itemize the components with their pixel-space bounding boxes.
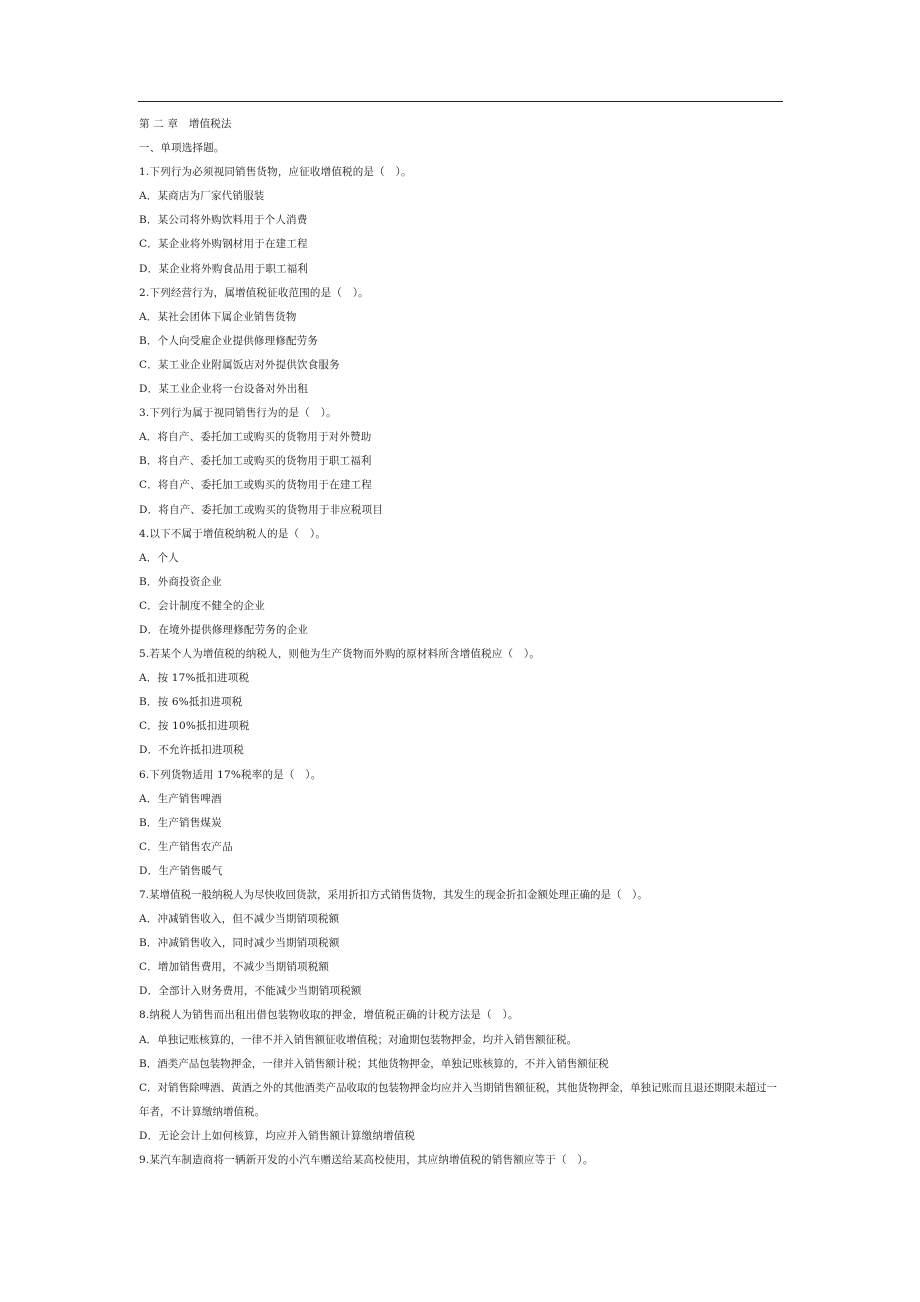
question-5-option-a: A．按 17%抵扣进项税 [139,672,250,685]
chapter-title: 第 二 章 增值税法 [139,118,232,130]
question-9-stem: 9.某汽车制造商将一辆新开发的小汽车赠送给某高校使用，其应纳增值税的销售额应等于（ ）。 [139,1154,594,1167]
question-6-stem: 6.下列货物适用 17%税率的是（ ）。 [139,768,322,781]
question-7-stem: 7.某增值税一般纳税人为尽快收回货款，采用折扣方式销售货物，其发生的现金折扣金额处理正确的是（ ）。 [139,889,648,901]
question-2-option-d: D．某工业企业将一台设备对外出租 [139,383,309,396]
document-body [139,112,787,1172]
question-7-option-c: C．增加销售费用，不减少当期销项税额 [139,961,330,974]
question-1-option-b: B．某公司将外购饮料用于个人消费 [139,214,308,227]
question-6-option-c: C．生产销售农产品 [139,840,233,853]
question-7-option-b: B．冲减销售收入，同时减少当期销项税额 [139,937,340,950]
question-3-option-d: D．将自产、委托加工或购买的货物用于非应税项目 [139,503,384,516]
header-rule [138,101,783,102]
section-title: 一、单项选择题。 [139,142,225,155]
question-8-stem: 8.纳税人为销售而出租出借包装物收取的押金，增值税正确的计税方法是（ ）。 [139,1009,519,1022]
question-6-option-d: D．生产销售暖气 [139,864,223,877]
question-8-option-b: B．酒类产品包装物押金，一律并入销售额计税；其他货物押金，单独记账核算的，不并入销售额征税 [139,1057,609,1070]
question-5-option-c: C．按 10%抵扣进项税 [139,720,250,733]
question-3-stem: 3.下列行为属于视同销售行为的是（ ）。 [139,407,337,420]
question-7-option-a: A．冲减销售收入，但不减少当期销项税额 [139,913,340,926]
question-8-option-a: A．单独记账核算的，一律不并入销售额征收增值税；对逾期包装物押金，均并入销售额征税。 [139,1033,578,1046]
question-6-option-a: A．生产销售啤酒 [139,792,222,805]
question-3-option-c: C．将自产、委托加工或购买的货物用于在建工程 [139,479,372,492]
question-5-option-d: D．不允许抵扣进项税 [139,744,244,757]
question-2-stem: 2.下列经营行为，属增值税征收范围的是（ ）。 [139,286,369,299]
question-7-option-d: D．全部计入财务费用，不能减少当期销项税额 [139,985,362,998]
question-4-option-d: D．在境外提供修理修配劳务的企业 [139,623,309,636]
question-4-stem: 4.以下不属于增值税纳税人的是（ ）。 [139,527,327,540]
question-2-option-b: B．个人向受雇企业提供修理修配劳务 [139,334,319,347]
question-4-option-a: A．个人 [139,551,179,564]
question-2-option-c: C．某工业企业附属饭店对外提供饮食服务 [139,358,340,371]
question-5-stem: 5.若某个人为增值税的纳税人，则他为生产货物而外购的原材料所含增值税应（ ）。 [139,648,541,661]
question-4-option-b: B．外商投资企业 [139,575,222,588]
question-4-option-c: C．会计制度不健全的企业 [139,599,265,612]
question-8-option-d: D．无论会计上如何核算，均应并入销售额计算缴纳增值税 [139,1129,416,1142]
question-5-option-b: B．按 6%抵扣进项税 [139,696,243,709]
question-8-option-c: C．对销售除啤酒、黄酒之外的其他酒类产品收取的包装物押金均应并入当期销售额征税，其他货物押金，单独记账而且退还期限未超过一年者，不计算缴纳增值税。 [139,1081,778,1118]
question-1-option-c: C．某企业将外购钢材用于在建工程 [139,238,308,251]
question-1-option-d: D．某企业将外购食品用于职工福利 [139,262,309,275]
question-3-option-b: B．将自产、委托加工或购买的货物用于职工福利 [139,455,372,468]
question-2-option-a: A．某社会团体下属企业销售货物 [139,310,297,323]
question-1-option-a: A．某商店为厂家代销服装 [139,190,265,203]
question-1-stem: 1.下列行为必须视同销售货物，应征收增值税的是（ ）。 [139,166,412,179]
question-6-option-b: B．生产销售煤炭 [139,816,222,829]
question-3-option-a: A．将自产、委托加工或购买的货物用于对外赞助 [139,431,372,444]
